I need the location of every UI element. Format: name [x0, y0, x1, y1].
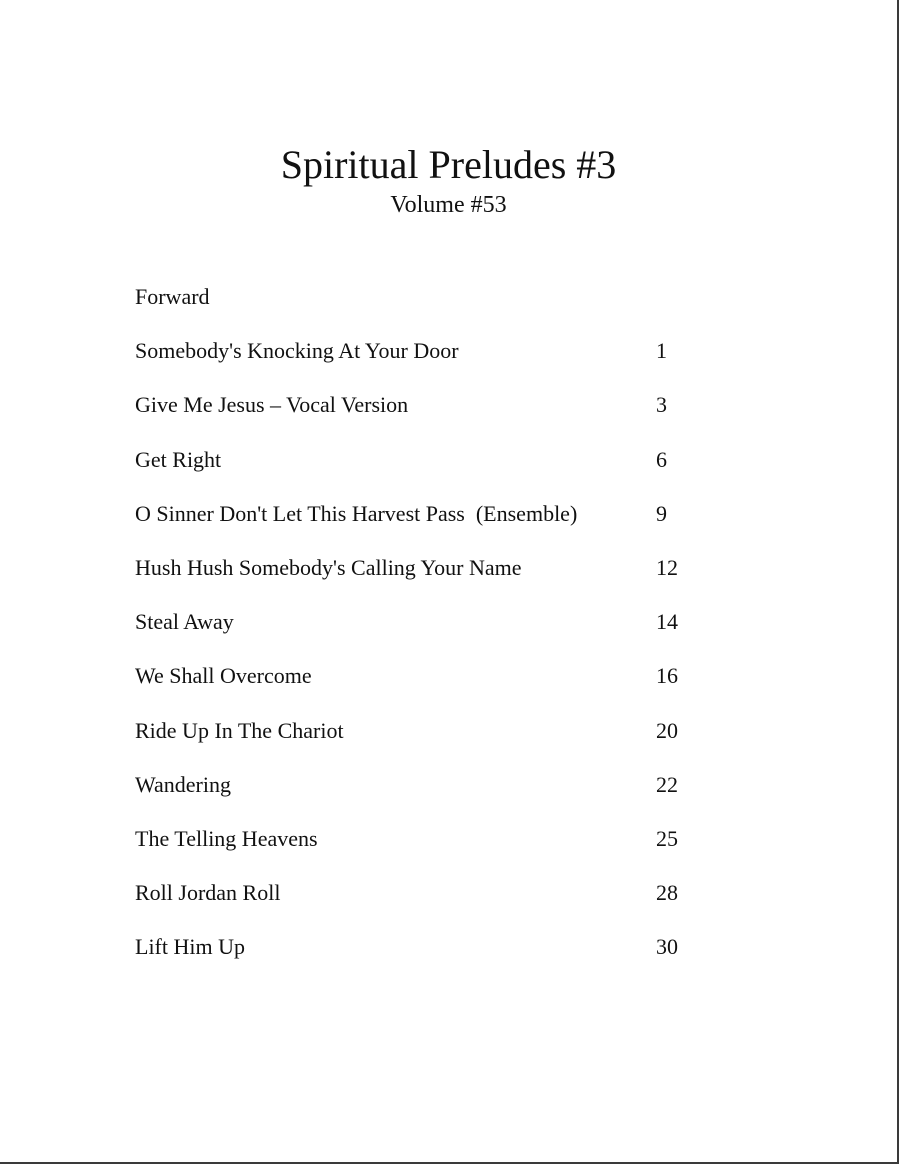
toc-entry-page: 9	[656, 500, 667, 526]
toc-entry	[135, 933, 735, 987]
toc-entry-title: Get Right	[135, 446, 222, 472]
toc-entry-title: Somebody's Knocking At Your Door	[135, 338, 459, 364]
toc-entry	[135, 771, 735, 825]
toc-entry	[135, 717, 735, 771]
toc-entry-title: O Sinner Don't Let This Harvest Pass (Ensemble)	[135, 500, 578, 526]
toc-entry-page: 20	[656, 717, 678, 743]
toc-entry-title: Ride Up In The Chariot	[135, 717, 344, 743]
toc-entry-title: Steal Away	[135, 609, 234, 635]
toc-entry-title: The Telling Heavens	[135, 825, 318, 851]
toc-entry-page: 14	[656, 609, 678, 635]
toc-entry-title: Hush Hush Somebody's Calling Your Name	[135, 554, 522, 580]
toc-entry-page: 1	[656, 338, 667, 364]
toc-entry-title: Wandering	[135, 771, 231, 797]
toc-entry-title: Lift Him Up	[135, 934, 245, 960]
toc-entry-page: 6	[656, 446, 667, 472]
toc-entry	[135, 879, 735, 933]
toc-entry-title: Forward	[135, 284, 210, 309]
toc-entry-page: 25	[656, 825, 678, 851]
toc-entry-title: We Shall Overcome	[135, 663, 312, 689]
toc-entry-page: 28	[656, 880, 678, 906]
page-title: Spiritual Preludes #3	[280, 142, 617, 187]
toc-entry	[135, 662, 735, 716]
toc-entry-title: Give Me Jesus – Vocal Version	[135, 392, 409, 418]
toc-entry	[135, 446, 735, 500]
toc-entry-forward	[135, 283, 735, 337]
toc-entry	[135, 391, 735, 445]
toc-entry	[135, 500, 735, 554]
toc-entry-page: 16	[656, 663, 678, 689]
table-of-contents	[135, 283, 735, 987]
toc-entry	[135, 825, 735, 879]
toc-entry	[135, 608, 735, 662]
toc-entry	[135, 337, 735, 391]
toc-entry-page: 22	[656, 771, 678, 797]
toc-entry-title: Roll Jordan Roll	[135, 880, 281, 906]
toc-entry	[135, 554, 735, 608]
toc-entry-page: 30	[656, 934, 678, 960]
toc-entry-page: 3	[656, 392, 667, 418]
page-subtitle: Volume #53	[390, 192, 507, 218]
toc-entry-page: 12	[656, 554, 678, 580]
